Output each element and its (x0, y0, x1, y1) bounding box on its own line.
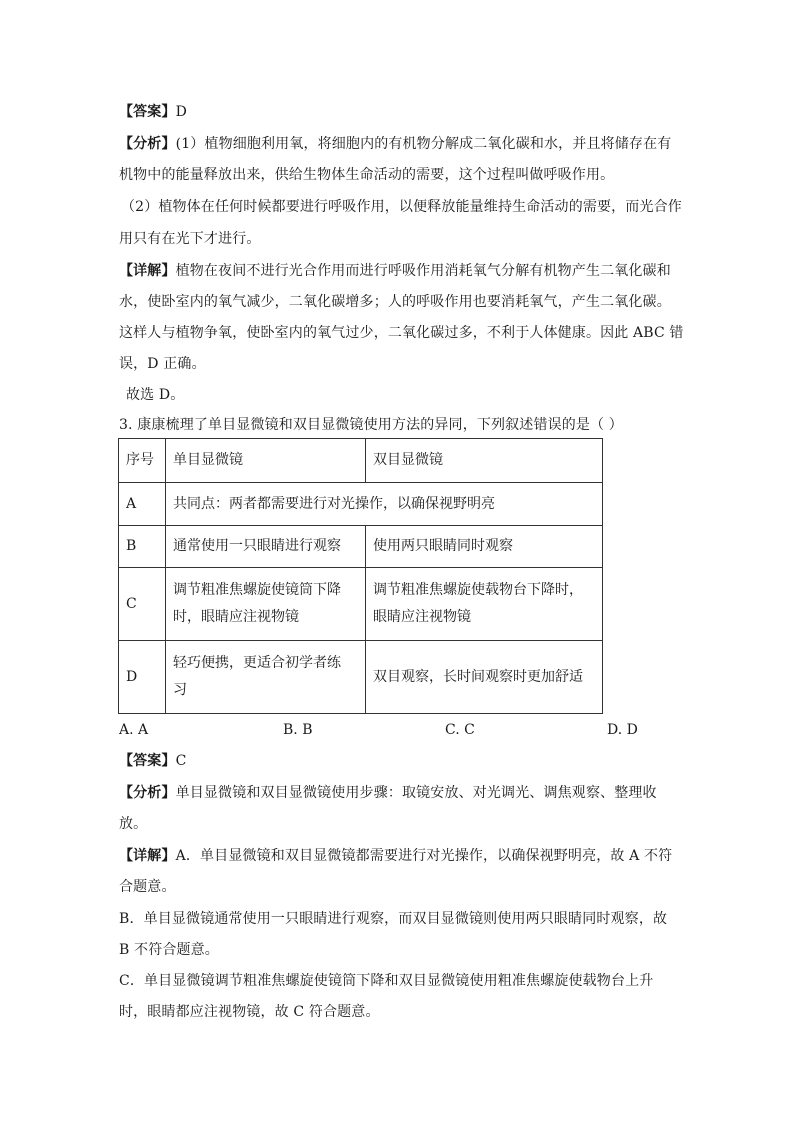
option-d: D. D (607, 722, 638, 738)
cell-text-line: 调节粗准焦螺旋使镜筒下降 (173, 582, 341, 598)
cell-text-line: 轻巧便携，更适合初学者练 (173, 655, 341, 671)
bino-cell: 双目观察，长时间观察时更加舒适 (366, 641, 603, 714)
answer-value: D (175, 104, 187, 120)
q3-detail-line-2: 合题意。 (119, 879, 176, 895)
analysis-tag: 【分析】 (119, 136, 176, 152)
row-id-cell: C (119, 568, 166, 641)
table-row (119, 641, 603, 714)
q3-stem: 3. 康康梳理了单目显微镜和双目显微镜使用方法的异同，下列叙述错误的是（ ） (119, 417, 623, 433)
q2-analysis-line-3: （2）植物体在任何时候都要进行呼吸作用，以便释放能量维持生命活动的需要，而光合作 (121, 199, 682, 215)
mono-cell (166, 568, 366, 641)
comparison-table (118, 438, 603, 714)
analysis-text: (1）植物细胞利用氧，将细胞内的有机物分解成二氧化碳和水，并且将储存在有 (175, 136, 672, 152)
detail-text: 植物在夜间不进行光合作用而进行呼吸作用消耗氧气分解有机物产生二氧化碳和 (175, 263, 671, 279)
option-b: B. B (283, 722, 313, 738)
answer-tag: 【答案】 (119, 104, 176, 120)
q2-detail-line-5: 故选 D。 (126, 387, 185, 403)
analysis-text: 单目显微镜和双目显微镜使用步骤：取镜安放、对光调光、调焦观察、整理收 (175, 785, 657, 801)
bino-cell (366, 568, 603, 641)
q3-detail-line-3: B．单目显微镜通常使用一只眼睛进行观察，而双目显微镜则使用两只眼睛同时观察，故 (119, 911, 668, 927)
answer-tag: 【答案】 (119, 753, 176, 769)
row-id-cell: A (119, 483, 166, 526)
q3-analysis-line-2: 放。 (119, 816, 148, 832)
q2-analysis-line-2: 机物中的能量释放出来，供给生物体生命活动的需要，这个过程叫做呼吸作用。 (119, 167, 615, 183)
q3-analysis-line-1 (119, 783, 657, 803)
detail-tag: 【详解】 (119, 848, 176, 864)
row-id-cell: D (119, 641, 166, 714)
bino-cell: 使用两只眼睛同时观察 (366, 526, 603, 568)
q3-detail-line-4: B 不符合题意。 (119, 942, 219, 958)
q3-answer-line (119, 751, 186, 771)
detail-text: A．单目显微镜和双目显微镜都需要进行对光操作，以确保视野明亮，故 A 不符 (175, 848, 673, 864)
table-header-row (119, 439, 603, 483)
q2-detail-line-3: 这样人与植物争氧，使卧室内的氧气过少，二氧化碳过多，不利于人体健康。因此 ABC 错 (119, 325, 684, 341)
header-cell: 序号 (119, 439, 166, 483)
q2-analysis-line-1 (119, 134, 671, 154)
q2-detail-line-2: 水，使卧室内的氧气减少，二氧化碳增多；人的呼吸作用也要消耗氧气，产生二氧化碳。 (119, 294, 671, 310)
row-id-cell: B (119, 526, 166, 568)
header-cell: 双目显微镜 (366, 439, 603, 483)
cell-text-line: 眼睛应注视物镜 (373, 609, 471, 625)
table-row (119, 526, 603, 568)
mono-cell (166, 641, 366, 714)
header-cell: 单目显微镜 (166, 439, 366, 483)
table-row (119, 483, 603, 526)
analysis-tag: 【分析】 (119, 785, 176, 801)
merged-cell: 共同点：两者都需要进行对光操作，以确保视野明亮 (166, 483, 603, 526)
q2-analysis-line-4: 用只有在光下才进行。 (119, 231, 261, 247)
cell-text-line: 调节粗准焦螺旋使载物台下降时， (373, 582, 583, 598)
q3-detail-line-6: 时，眼睛都应注视物镜，故 C 符合题意。 (119, 1004, 380, 1020)
table-row (119, 568, 603, 641)
q2-answer-line (119, 102, 187, 122)
cell-text-line: 习 (173, 682, 187, 698)
q2-detail-line-1 (119, 261, 671, 281)
q3-detail-line-5: C．单目显微镜调节粗准焦螺旋使镜筒下降和双目显微镜使用粗准焦螺旋使载物台上升 (119, 973, 654, 989)
mono-cell: 通常使用一只眼睛进行观察 (166, 526, 366, 568)
detail-tag: 【详解】 (119, 263, 176, 279)
option-c: C. C (445, 722, 475, 738)
q2-detail-line-4: 误，D 正确。 (119, 356, 206, 372)
answer-value: C (175, 753, 187, 769)
cell-text-line: 时，眼睛应注视物镜 (173, 609, 299, 625)
q3-detail-line-1 (119, 846, 672, 866)
option-a: A. A (119, 722, 149, 738)
